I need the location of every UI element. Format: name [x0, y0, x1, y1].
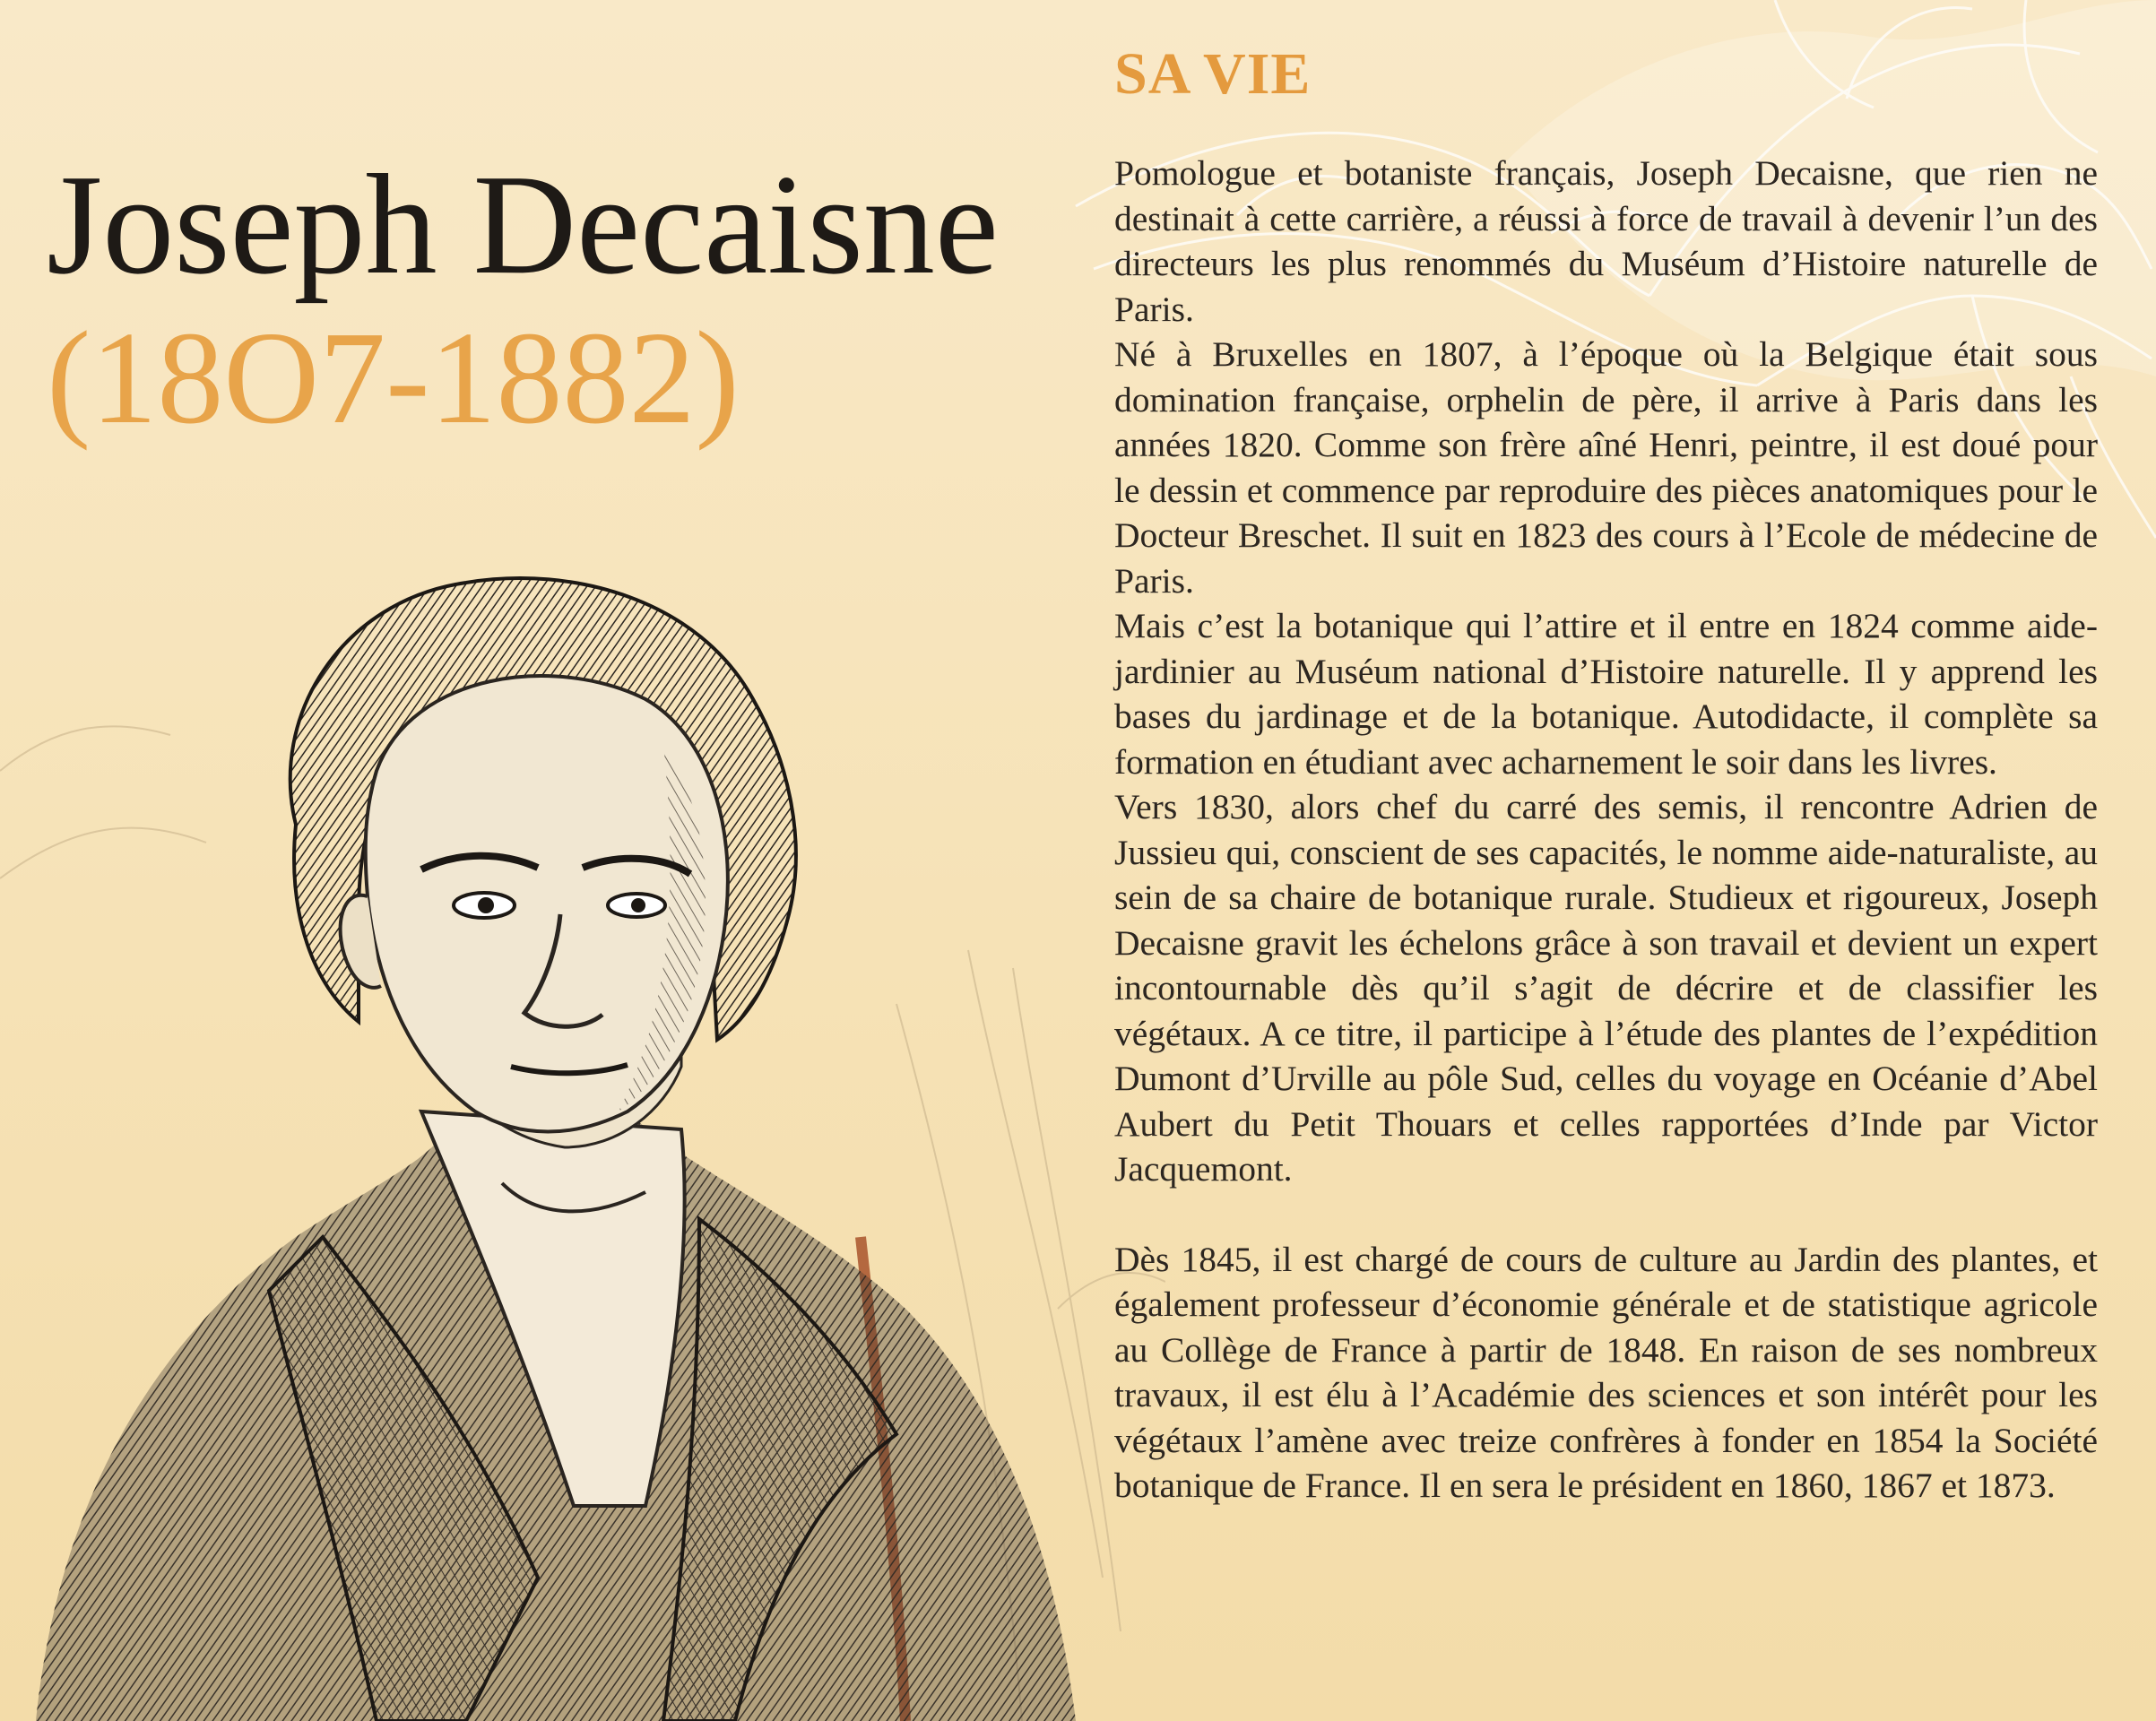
portrait-engraving	[0, 448, 1156, 1721]
paragraph: Né à Bruxelles en 1807, à l’époque où la Belgique était sous domination française, orphelin de père, il arrive à Paris dans les années 1820. Comme son frère aîné Henri, peintre, il est doué pour le dessin et commence par reproduire des pièces anatomiques pour le Docteur Breschet. Il suit en 1823 des cours à l’Ecole de médecine de Paris.	[1114, 334, 2098, 601]
paragraph: Mais c’est la botanique qui l’attire et il entre en 1824 comme aide-jardinier au Muséum national d’Histoire naturelle. Il y apprend les bases du jardinage et de la botanique. Autodidacte, il complète sa formation en étudiant avec acharnement le soir dans les livres.	[1114, 606, 2098, 782]
biography-column	[1114, 41, 2098, 1509]
title-block	[47, 144, 999, 452]
person-name: Joseph Decaisne	[47, 144, 999, 304]
section-heading: SA VIE	[1114, 41, 1312, 107]
paragraph: Dès 1845, il est chargé de cours de culture au Jardin des plantes, et également professeur d’économie générale et de statistique agricole au Collège de France à partir de 1848. En raison de ses nombreux travaux, il est élu à l’Académie des sciences et son intérêt pour les végétaux l’amène avec treize confrères à fonder en 1854 la Société botanique de France. Il en sera le président en 1860, 1867 et 1873.	[1114, 1239, 2098, 1505]
person-dates: (18O7-1882)	[47, 305, 740, 452]
paragraph: Pomologue et botaniste français, Joseph Decaisne, que rien ne destinait à cette carrière, a réussi à force de travail à devenir l’un des directeurs les plus renommés du Muséum d’Histoire naturelle de Paris.	[1114, 153, 2098, 329]
paragraph: Vers 1830, alors chef du carré des semis, il rencontre Adrien de Jussieu qui, conscient de ses capacités, le nomme aide-naturaliste, au sein de sa chaire de botanique rurale. Studieux et rigoureux, Joseph Decaisne gravit les échelons grâce à son travail et devient un expert incontournable dès qu’il s’agit de décrire et de classifier les végétaux. A ce titre, il participe à l’étude des plantes de l’expédition Dumont d’Urville au pôle Sud, celles du voyage en Océanie d’Abel Aubert du Petit Thouars et celles rapportées d’Inde par Victor Jacquemont.	[1114, 787, 2098, 1189]
